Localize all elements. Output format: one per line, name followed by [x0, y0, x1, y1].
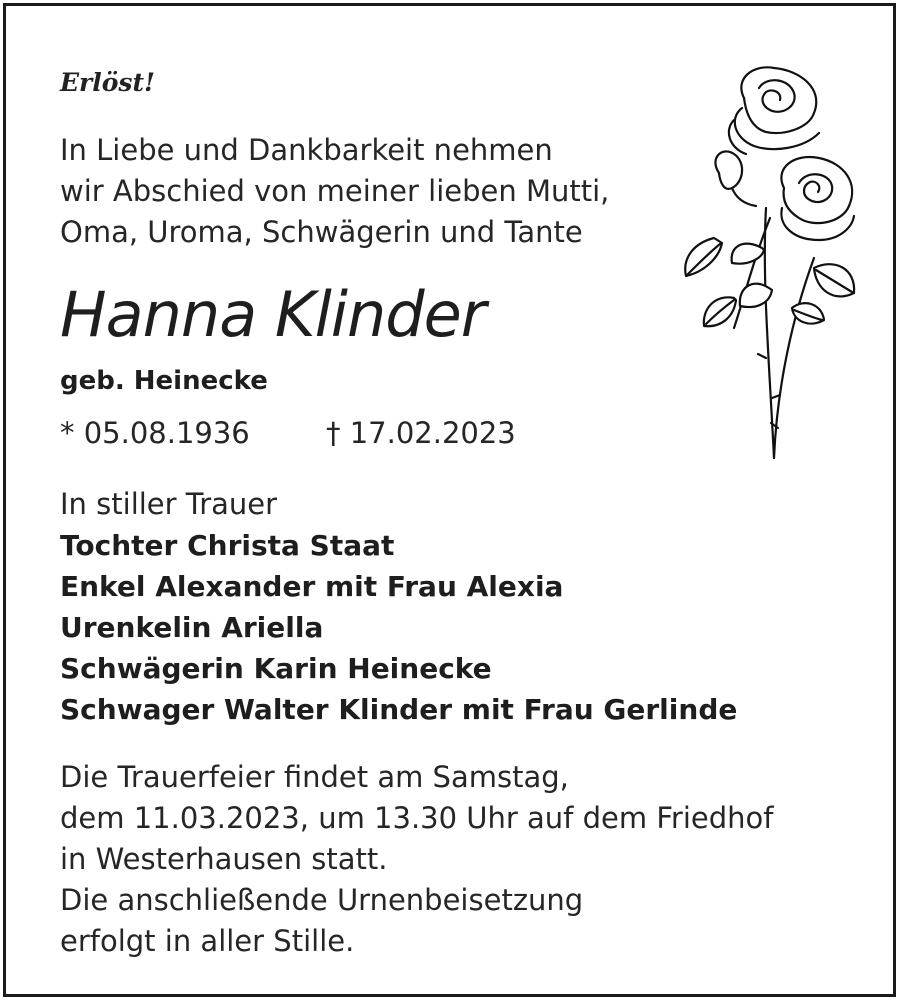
- ceremony-line: Die Trauerfeier findet am Samstag,: [60, 760, 569, 794]
- intro-line: In Liebe und Dankbarkeit nehmen: [60, 133, 553, 167]
- mourner-name: Schwägerin Karin Heinecke: [60, 652, 492, 685]
- birth-date: * 05.08.1936: [60, 416, 250, 450]
- ceremony-text: [60, 757, 773, 962]
- ceremony-line: erfolgt in aller Stille.: [60, 924, 355, 958]
- mourners-intro: In stiller Trauer: [60, 487, 278, 521]
- maiden-name: geb. Heinecke: [60, 366, 268, 396]
- ceremony-line: in Westerhausen statt.: [60, 842, 388, 876]
- intro-line: Oma, Uroma, Schwägerin und Tante: [60, 215, 583, 249]
- rose-icon: [674, 58, 864, 468]
- obituary-frame: [3, 3, 896, 997]
- intro-text: [60, 130, 609, 253]
- mourner-name: Urenkelin Ariella: [60, 611, 324, 644]
- mourner-name: Schwager Walter Klinder mit Frau Gerlinde: [60, 693, 738, 726]
- intro-line: wir Abschied von meiner lieben Mutti,: [60, 174, 610, 208]
- mourner-name: Enkel Alexander mit Frau Alexia: [60, 570, 564, 603]
- mourner-name: Tochter Christa Staat: [60, 529, 395, 562]
- mourners-list: [60, 525, 737, 730]
- deceased-name: Hanna Klinder: [60, 278, 486, 351]
- death-date: † 17.02.2023: [326, 416, 516, 450]
- ceremony-line: Die anschließende Urnenbeisetzung: [60, 883, 584, 917]
- header-title: Erlöst!: [60, 68, 155, 97]
- ceremony-line: dem 11.03.2023, um 13.30 Uhr auf dem Friedhof: [60, 801, 774, 835]
